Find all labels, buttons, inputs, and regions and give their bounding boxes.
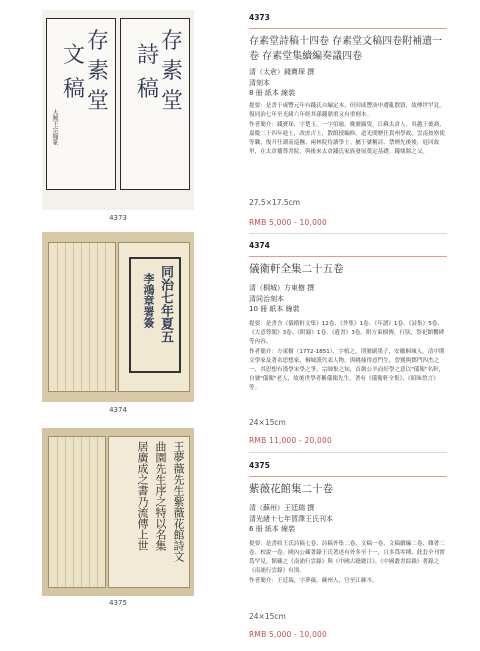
lot-notes: 提要：是書收王氏詩稿七卷、詩稿外集二卷、文稿一卷、文稿續編二卷、雜著二卷、校說一卷。國內公藏著錄王氏著述有外多至于一，且多爲零種，此套全刊實爲罕見。館藏之《南浦行雲錄》與《中國古籍總目》、《中國叢書綜錄》著錄之《南浦行雲錄》有別。 <box>249 541 445 574</box>
plate-col-1: 同治七年夏五 <box>158 265 173 343</box>
lot-meta-4375 <box>249 503 449 535</box>
hand-col-3: 居廣成之書乃流傳上世 <box>136 441 149 551</box>
lot-title-4374: 儀衛軒全集二十五卷 <box>249 263 344 275</box>
lot-size-4373: 27.5×17.5cm <box>249 198 301 207</box>
title-page-right <box>120 18 190 190</box>
lot-separator-1 <box>249 233 447 234</box>
lot-meta-4374 <box>249 283 449 315</box>
plate-col-2: 李鴻章署簽 <box>142 273 155 328</box>
seal-script-col-left: 文 稿 <box>62 43 85 102</box>
title-page-left <box>46 18 116 190</box>
lot-format: 6 冊 紙本 線裝 <box>249 525 296 533</box>
lot-notes: 提要：是書于咸豐元年有錢氏自編定本，但因咸豐庚申遭亂散毀，故傳世罕見。復同治七年至光緒六年經其孫錢鼎重又有重刻本。 <box>249 103 445 118</box>
book-right-page <box>118 242 190 392</box>
book-right-page-2 <box>108 436 190 588</box>
lot-image-4374 <box>42 232 194 402</box>
lot-price-4373: RMB 5,000 - 10,000 <box>249 218 327 227</box>
lot-title-4375: 紫薇花館集二十卷 <box>249 483 333 495</box>
inscription-plate <box>129 257 181 373</box>
lot-size-4374: 24×15cm <box>249 418 286 427</box>
lot-number-4374: 4374 <box>249 241 270 250</box>
lot-rule-4375 <box>249 476 447 477</box>
book-left-page <box>48 242 116 392</box>
lot-author-bio: 作者簡介：方東樹（1772-1851），字植之，別號副墨子，安徽桐城人。清中期文學家及著名思想家，桐城派代表人物。與姚鼐得意門生，曾賽與鄧門四杰之一，其思想有漢學宋學之爭、宗師集之知，首創公羊而好學之意以"儀衛"名軒，自號"儀衛"老人，故後世學者稱儀衛先生，著有《儀衛軒全集》、《昭昧詹言》等。 <box>249 349 445 391</box>
lot-format: 8 冊 紙本 線裝 <box>249 89 296 97</box>
lot-author: 清（蘇州）王廷瑞 撰 <box>249 504 315 512</box>
lot-rule-4373 <box>249 28 447 29</box>
seal-script-col-right-2: 存 素 堂 <box>160 29 183 114</box>
lot-price-4374: RMB 11,000 - 20,000 <box>249 436 332 445</box>
lot-price-4375: RMB 5,000 - 10,000 <box>249 630 327 639</box>
lot-number-4373: 4373 <box>249 13 270 22</box>
lot-format: 10 冊 紙本 線裝 <box>249 305 300 313</box>
seal-script-col-right: 存 素 堂 <box>86 29 109 114</box>
lot-separator-2 <box>249 452 447 453</box>
hand-col-1: 王夢薇先生紫薇花館詩文 <box>172 441 185 562</box>
lot-author-bio: 作者簡介：王廷瑞，字夢薇，蘇州人，官至江蘇丞。 <box>249 578 378 584</box>
lot-desc-4374 <box>249 320 449 394</box>
lot-caption-4373: 4373 <box>109 214 127 222</box>
lot-size-4375: 24×15cm <box>249 612 286 621</box>
hand-col-2: 曲園先生序之特以名集 <box>154 441 167 551</box>
lot-title-4373: 存素堂詩稿十四卷 存素堂文稿四卷附補遺一卷 存素堂集續編奏議四卷 <box>249 36 443 62</box>
lot-edition: 清同治刻本 <box>249 294 284 303</box>
lot-edition: 清刻本 <box>249 78 270 87</box>
lot-notes: 提要：是書含《儀衛軒文集》12卷、《外集》1卷、《年譜》1卷、《詩集》5卷、《大意尊聞》3卷、《附錄》1卷、《遺書》3卷。附方東樹傳，行狀，祭祀館饗碑等內容。 <box>249 321 445 345</box>
lot-image-4373 <box>42 10 194 210</box>
lot-caption-4374: 4374 <box>109 406 127 414</box>
lot-number-4375: 4375 <box>249 461 270 470</box>
lot-desc-4375 <box>249 540 449 587</box>
seal-script-col-left-2: 詩 稿 <box>136 43 159 102</box>
book-left-page-2 <box>48 436 106 588</box>
lot-caption-4375: 4375 <box>109 599 127 607</box>
lot-author: 清（桐城）方東樹 撰 <box>249 284 315 292</box>
lot-author-bio: 作者簡介：錢寶琛，字楚玉，一字伯瑜，晚號頤叟，江蘇太倉人。吳越王後裔，嘉慶二十四年進士，改庶吉士，散館授編修。道光間歷任貴州學政、雲南按察使等職，復升任湖南巡撫、兩林院侍讀學士。屬于號稱詩、禁煙先後後，返回故里，在太倉播尊書院，與後來太倉錢氏家族發展奠定基礎。錢鼎銘之父。 <box>249 122 445 155</box>
lot-rule-4374 <box>249 256 447 257</box>
calligrapher-line: 大興王宗翰篆 <box>51 109 58 145</box>
lot-edition: 清光緒十七年賀澤王氏刊本 <box>249 514 333 523</box>
lot-author: 清（太倉）錢寶琛 撰 <box>249 68 315 76</box>
lot-image-4375 <box>42 428 194 596</box>
lot-desc-4373 <box>249 102 449 158</box>
lot-meta-4373 <box>249 67 449 99</box>
